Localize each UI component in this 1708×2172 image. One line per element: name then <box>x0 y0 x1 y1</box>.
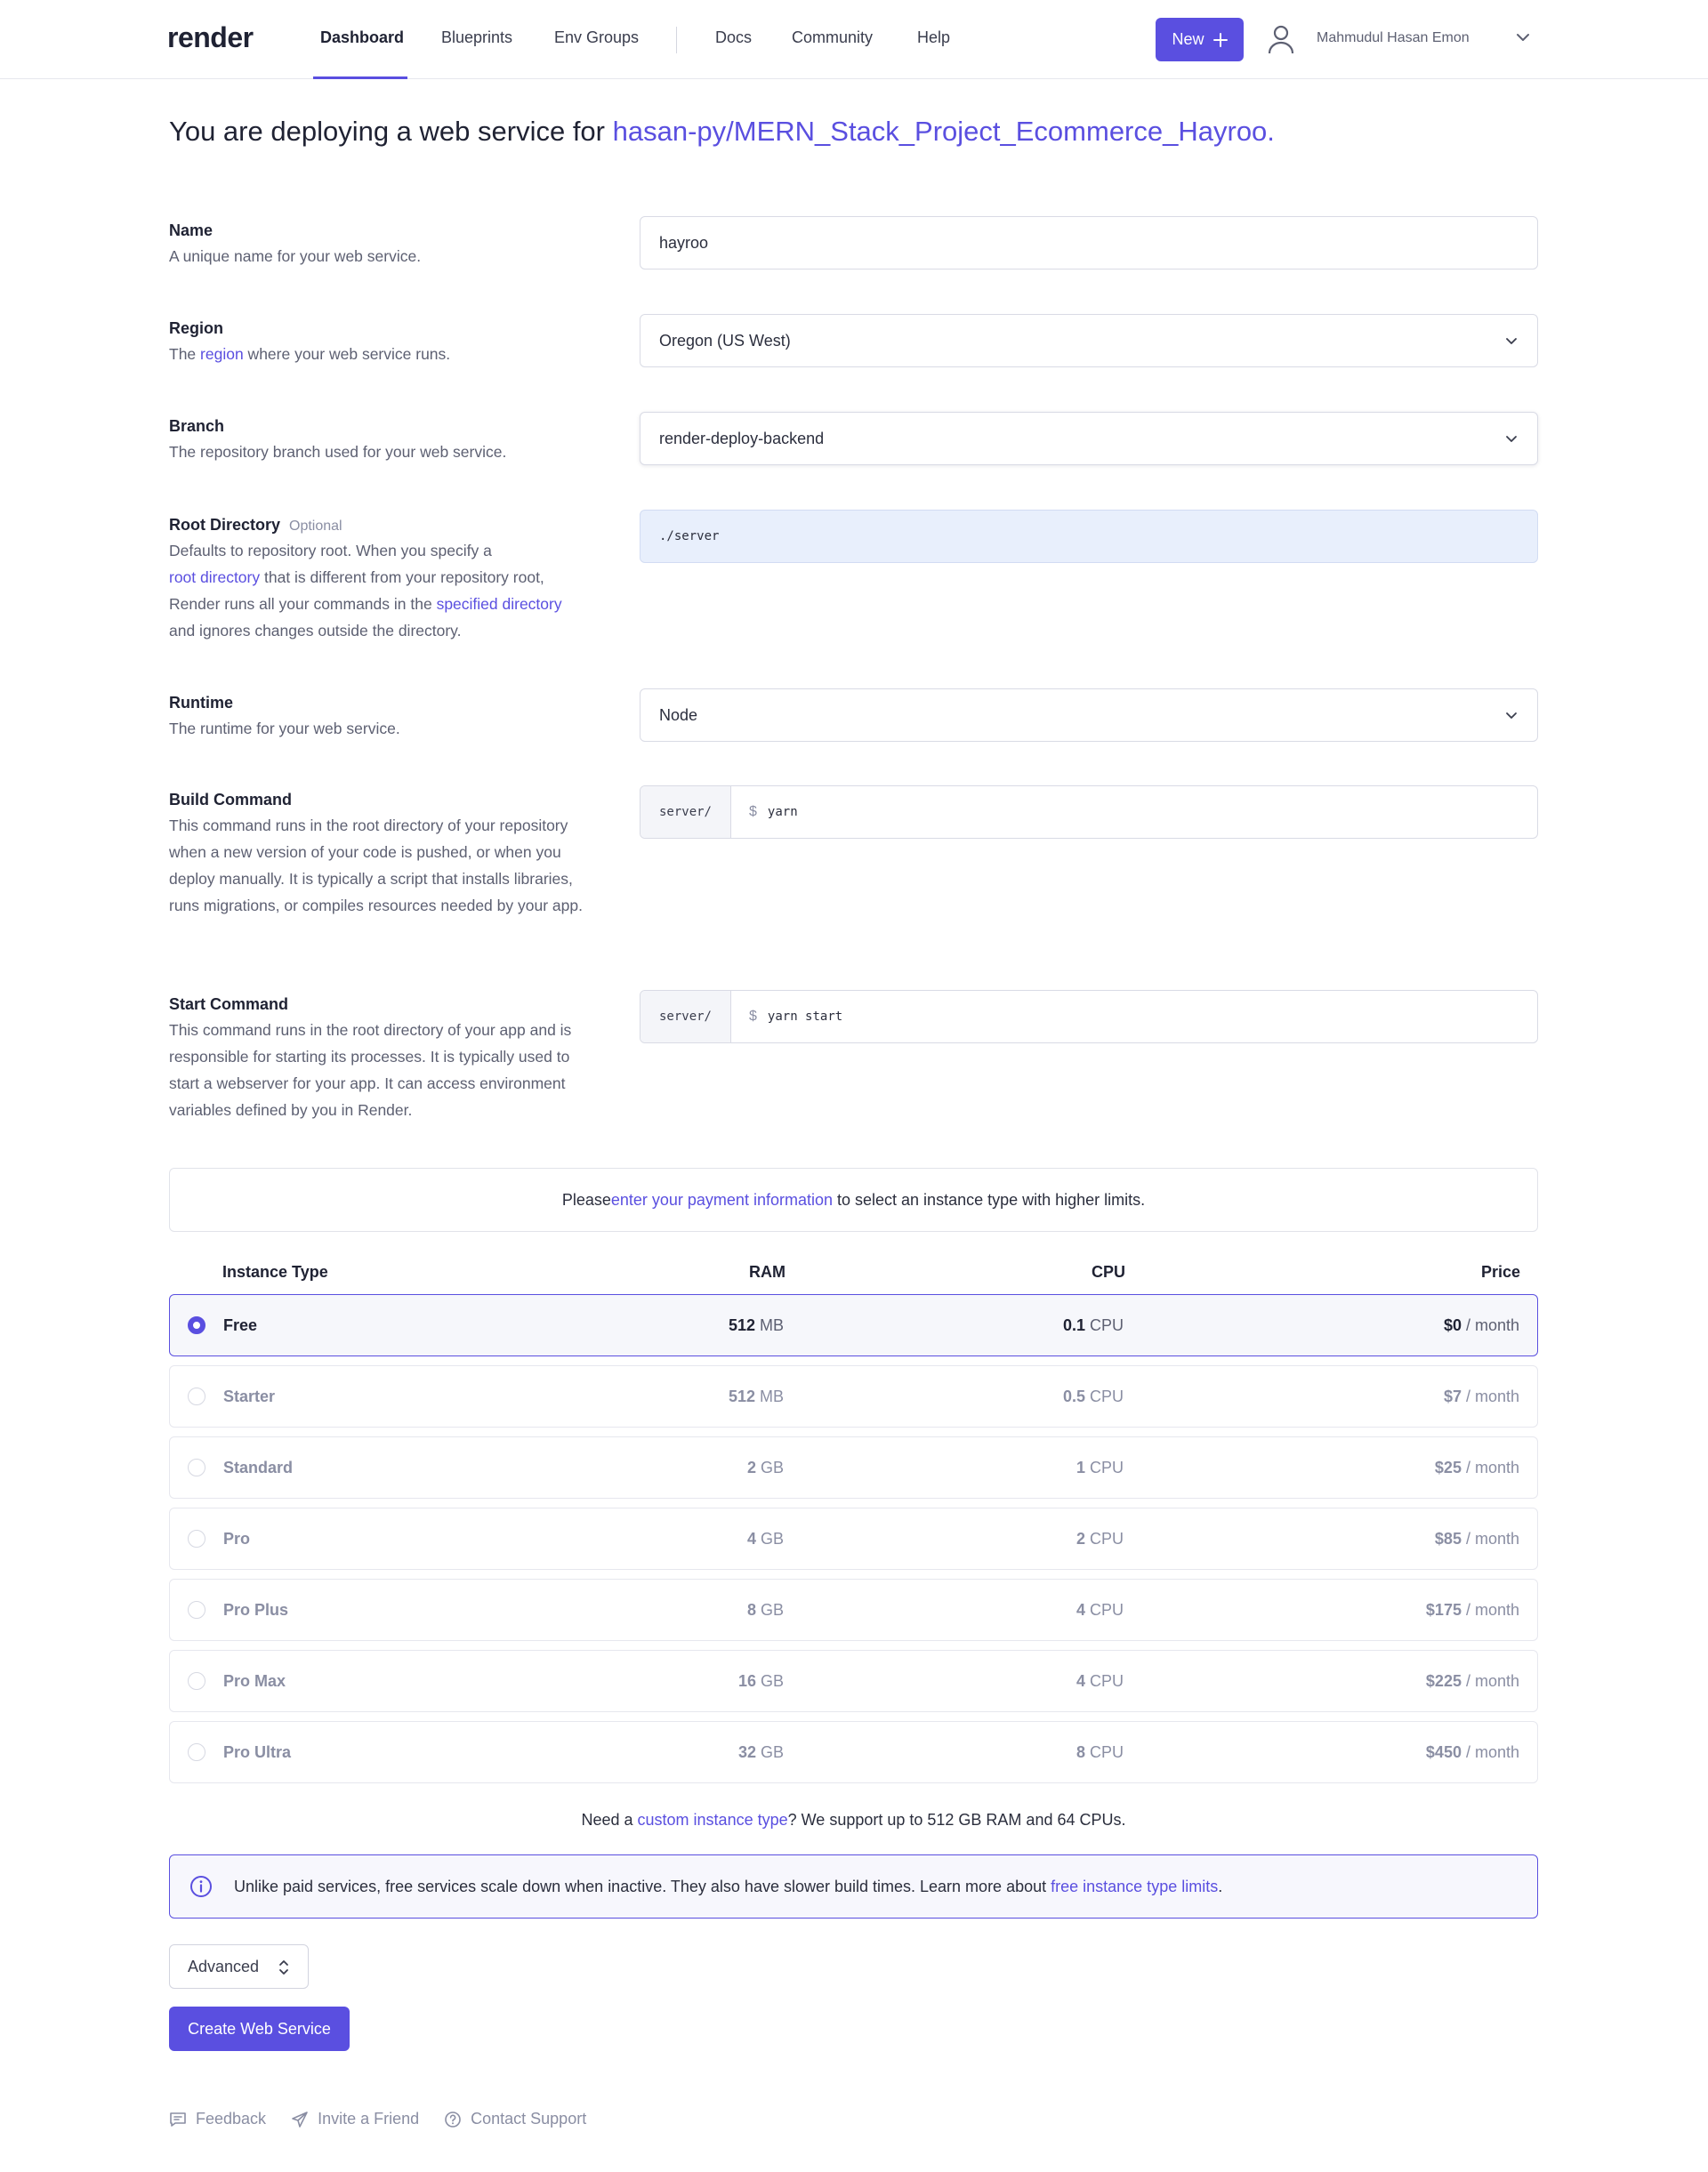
branch-description: The repository branch used for your web service. <box>169 443 507 461</box>
header-cpu: CPU <box>1091 1263 1125 1281</box>
instance-row-pro-max[interactable]: Pro Max 16 GB 4 CPU $225 / month <box>169 1650 1538 1712</box>
user-icon[interactable] <box>1267 24 1295 54</box>
runtime-label: Runtime <box>169 694 233 712</box>
root-directory-description: Defaults to repository root. When you specify a root directory that is different from your repository root, Render runs all your commands in the specified directory and ignores changes outside the directory. <box>169 542 562 640</box>
dollar-prompt: $ <box>749 804 757 819</box>
send-icon <box>291 2111 309 2128</box>
instance-row-standard[interactable]: Standard 2 GB 1 CPU $25 / month <box>169 1436 1538 1499</box>
name-description: A unique name for your web service. <box>169 247 422 265</box>
runtime-select[interactable] <box>640 688 1538 742</box>
instance-radio[interactable] <box>188 1530 205 1548</box>
instance-radio[interactable] <box>188 1743 205 1761</box>
instance-row-pro[interactable]: Pro 4 GB 2 CPU $85 / month <box>169 1508 1538 1570</box>
invite-friend-link[interactable]: Invite a Friend <box>291 2110 419 2128</box>
nav-dashboard[interactable]: Dashboard <box>320 28 405 46</box>
help-circle-icon <box>444 2111 462 2128</box>
root-directory-link[interactable]: root directory <box>169 568 261 586</box>
advanced-label: Advanced <box>188 1957 260 1975</box>
branch-select-value: render-deploy-backend <box>659 429 825 447</box>
root-directory-input[interactable] <box>640 510 1538 563</box>
nav-separator <box>676 27 677 53</box>
chevron-down-icon <box>1503 333 1519 349</box>
payment-notice: Please enter your payment information to select an instance type with higher limits. <box>169 1168 1538 1232</box>
start-command-description: This command runs in the root directory of your app and is responsible for starting its processes. It is typically used to start a webserver for your app. It can access environment variables defined by you in Render. <box>169 1021 572 1119</box>
build-command-field[interactable] <box>640 785 1538 839</box>
feedback-link[interactable]: Feedback <box>169 2110 266 2128</box>
render-logo[interactable]: render <box>167 21 254 53</box>
runtime-select-value: Node <box>659 705 698 724</box>
instance-row-pro-plus[interactable]: Pro Plus 8 GB 4 CPU $175 / month <box>169 1579 1538 1641</box>
instance-row-pro-ultra[interactable]: Pro Ultra 32 GB 8 CPU $450 / month <box>169 1721 1538 1783</box>
user-name[interactable]: Mahmudul Hasan Emon <box>1317 30 1470 45</box>
free-instance-info: Unlike paid services, free services scale down when inactive. They also have slower build times. Learn more about free instance type limits . <box>169 1854 1538 1919</box>
start-command-input[interactable]: yarn start <box>767 1010 843 1024</box>
feedback-icon <box>169 2111 187 2128</box>
instance-radio[interactable] <box>188 1601 205 1619</box>
nav-community[interactable]: Community <box>792 28 874 46</box>
chevron-updown-icon <box>278 1959 290 1976</box>
start-command-field[interactable] <box>640 990 1538 1043</box>
nav-env-groups[interactable]: Env Groups <box>554 28 640 46</box>
region-link[interactable]: region <box>200 345 244 363</box>
instance-radio[interactable] <box>188 1672 205 1690</box>
new-button-label: New <box>1172 30 1204 48</box>
instance-radio[interactable] <box>188 1459 205 1476</box>
dollar-prompt: $ <box>749 1009 757 1024</box>
instance-radio[interactable] <box>188 1388 205 1405</box>
free-instance-limits-link[interactable]: free instance type limits <box>1051 1877 1219 1895</box>
start-command-label: Start Command <box>169 995 289 1013</box>
root-directory-label: Root Directory Optional <box>169 516 342 534</box>
region-description: The region where your web service runs. <box>169 345 451 363</box>
chevron-down-icon <box>1503 707 1519 723</box>
nav-docs[interactable]: Docs <box>715 28 753 46</box>
new-button[interactable] <box>1156 18 1244 61</box>
branch-select[interactable] <box>640 412 1538 465</box>
info-icon <box>189 1875 213 1898</box>
page-title <box>169 116 1275 148</box>
repo-link[interactable]: hasan-py/MERN_Stack_Project_Ecommerce_Hayroo. <box>612 116 1275 147</box>
contact-support-link[interactable]: Contact Support <box>444 2110 586 2128</box>
build-command-prefix: server/ <box>640 786 731 838</box>
name-input[interactable] <box>640 216 1538 269</box>
nav-help[interactable]: Help <box>917 28 951 46</box>
header-price: Price <box>1480 1263 1520 1281</box>
build-command-input[interactable]: yarn <box>767 805 798 819</box>
custom-instance-note: Need a custom instance type? We support up to 512 GB RAM and 64 CPUs. <box>581 1811 1126 1829</box>
header-ram: RAM <box>749 1263 786 1281</box>
build-command-description: This command runs in the root directory of your repository when a new version of your code is pushed, or when you deploy manually. It is typically a script that installs libraries, runs migrations, or compiles resources needed by your app. <box>169 817 583 914</box>
name-label: Name <box>169 221 214 239</box>
nav-active-indicator <box>313 76 407 79</box>
payment-info-link[interactable]: enter your payment information <box>610 1190 833 1209</box>
chevron-down-icon[interactable] <box>1514 28 1532 46</box>
runtime-description: The runtime for your web service. <box>169 720 400 737</box>
nav-blueprints[interactable]: Blueprints <box>441 28 513 46</box>
plus-icon <box>1213 33 1228 47</box>
instance-row-free[interactable]: Free 512 MB 0.1 CPU $0 / month <box>169 1294 1538 1356</box>
advanced-button[interactable] <box>169 1944 309 1989</box>
title-prefix: You are deploying a web service for <box>169 116 613 147</box>
region-select-value: Oregon (US West) <box>659 331 791 350</box>
top-navigation <box>0 0 1708 79</box>
header-instance-type: Instance Type <box>222 1263 328 1281</box>
chevron-down-icon <box>1503 430 1519 446</box>
start-command-prefix: server/ <box>640 991 731 1042</box>
build-command-label: Build Command <box>169 791 292 808</box>
create-web-service-button[interactable]: Create Web Service <box>169 2007 350 2051</box>
footer-links <box>169 2110 586 2128</box>
instance-radio[interactable] <box>188 1316 205 1334</box>
custom-instance-link[interactable]: custom instance type <box>637 1811 788 1829</box>
region-select[interactable] <box>640 314 1538 367</box>
branch-label: Branch <box>169 417 225 435</box>
specified-directory-link[interactable]: specified directory <box>436 595 562 613</box>
optional-tag: Optional <box>289 519 342 534</box>
instance-row-starter[interactable]: Starter 512 MB 0.5 CPU $7 / month <box>169 1365 1538 1428</box>
region-label: Region <box>169 319 223 337</box>
